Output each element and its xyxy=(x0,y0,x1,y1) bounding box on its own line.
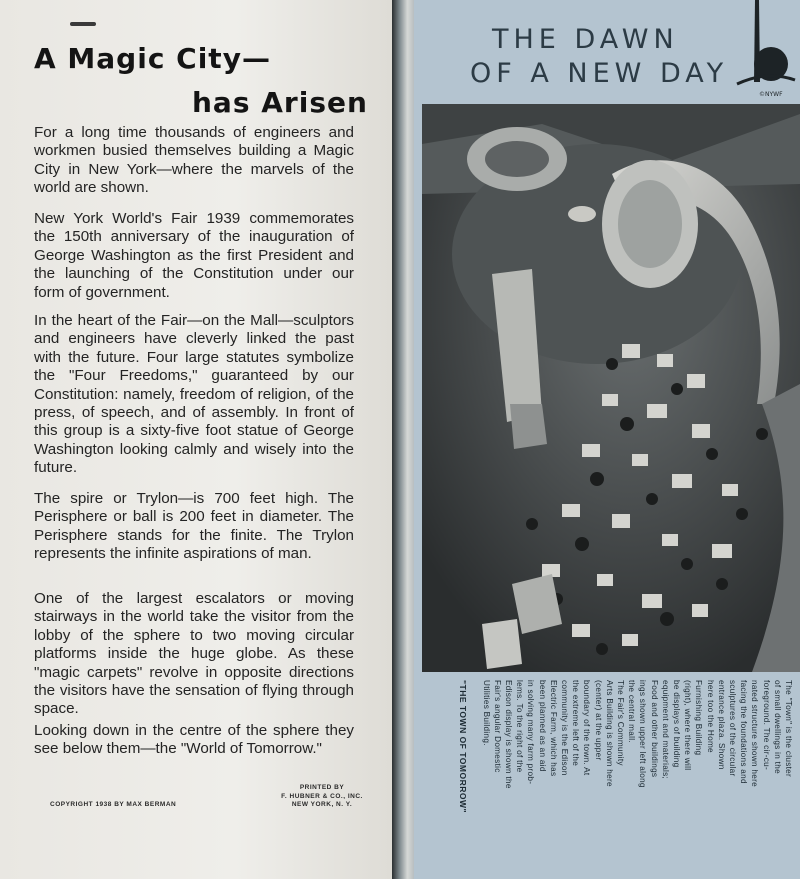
caption-line: sculptures of the circular xyxy=(727,680,737,777)
headline-line-1: A Magic City— xyxy=(34,42,271,75)
caption-line: Arts Building is shown here xyxy=(604,680,614,787)
title-line-1: THE DAWN xyxy=(492,24,679,55)
caption-line: the extreme left of the xyxy=(571,680,581,767)
caption-line: in solving many farm prob- xyxy=(526,680,536,785)
caption-line: boundary of the town. At xyxy=(582,680,592,776)
printer-line: NEW YORK, N. Y. xyxy=(291,801,353,808)
caption-line: equipment and materials; xyxy=(660,680,670,780)
caption-line: the central mall. xyxy=(627,680,637,743)
caption-line: Electric Farm, which has xyxy=(548,680,558,777)
caption-line: here too the Home xyxy=(705,680,715,753)
staple-mark xyxy=(70,22,96,26)
logo-text: ©NYWF xyxy=(759,91,783,98)
paragraph-5: One of the largest escalators or moving stairways in the world take the visitor from the lobby of the sphere to two moving circular platforms inside the huge globe. As these "magic carpets" revolve in opposite directions the visitors have the sensation of flying through space. xyxy=(34,590,354,718)
caption-title: "THE TOWN OF TOMORROW" xyxy=(458,680,468,814)
caption-line: Edison display is shown the xyxy=(503,680,513,789)
caption-line: lems. To the right of the xyxy=(515,680,525,773)
caption-line: (right), where there will xyxy=(683,680,693,771)
caption-line: The "Town" is the cluster xyxy=(784,680,793,778)
aerial-photo-town-of-tomorrow xyxy=(422,104,800,672)
caption-body xyxy=(480,680,794,870)
photo-caption xyxy=(426,678,796,874)
caption-line: ings shown upper left along xyxy=(638,680,648,788)
caption-line: Utilities Building. xyxy=(481,680,491,746)
caption-line: foreground. The cir-cu- xyxy=(761,680,771,771)
paragraph-1: For a long time thousands of engineers and workmen busied themselves building a Magic City in New York—where the marvels of the world are shown. xyxy=(34,124,354,197)
printer-credit xyxy=(272,784,372,810)
caption-line: (center) at the upper xyxy=(593,680,603,761)
title-line-2: OF A NEW DAY xyxy=(470,58,729,89)
caption-line: The Fair's Community xyxy=(615,680,625,766)
caption-line: been planned as an aid xyxy=(537,680,547,772)
headline-line-2: has Arisen xyxy=(192,86,368,119)
caption-line: entrance plaza. Shown xyxy=(716,680,726,770)
caption-line: be displays of building xyxy=(671,680,681,768)
paragraph-3: In the heart of the Fair—on the Mall—sculptors and engineers have cleverly linked the past with the future. Four large statutes symbolize the "Four Freedoms," guaranteed by our Constitution: namely, freedom of religion, of the press, of speech, and of assembly. In front of this group is a sixty-five foot statue of George Washington looking calmly and wisely into the future. xyxy=(34,312,354,477)
paragraph-4: The spire or Trylon—is 700 feet high. The Perisphere or ball is 200 feet in diameter. The Perisphere stands for the finite. The Trylon represents the infinite aspirations of man. xyxy=(34,490,354,563)
trylon-perisphere-logo-icon xyxy=(733,0,797,104)
paragraph-6: Looking down in the centre of the sphere they see below them—the "World of Tomorrow." xyxy=(34,722,354,758)
copyright-notice: COPYRIGHT 1938 BY MAX BERMAN xyxy=(50,801,177,808)
caption-line: Food and other buildings xyxy=(649,680,659,778)
printer-line: F. HUBNER & CO., INC. xyxy=(281,792,363,800)
paragraph-2: New York World's Fair 1939 commemorates the 150th anniversary of the inauguration of George Washington as the first President and the launching of the Constitution under our form of government. xyxy=(34,210,354,301)
caption-line: nated structure shown here xyxy=(750,680,760,788)
caption-line: Furnishing Building xyxy=(694,680,704,756)
printer-line: PRINTED BY xyxy=(299,784,345,791)
caption-line: Fair's angular Domestic xyxy=(492,680,502,773)
caption-line: facing the foundations and xyxy=(739,680,749,784)
caption-line: of small dwellings in the xyxy=(772,680,782,774)
caption-line: community is the Edison xyxy=(559,680,569,776)
book-fold xyxy=(392,0,414,879)
